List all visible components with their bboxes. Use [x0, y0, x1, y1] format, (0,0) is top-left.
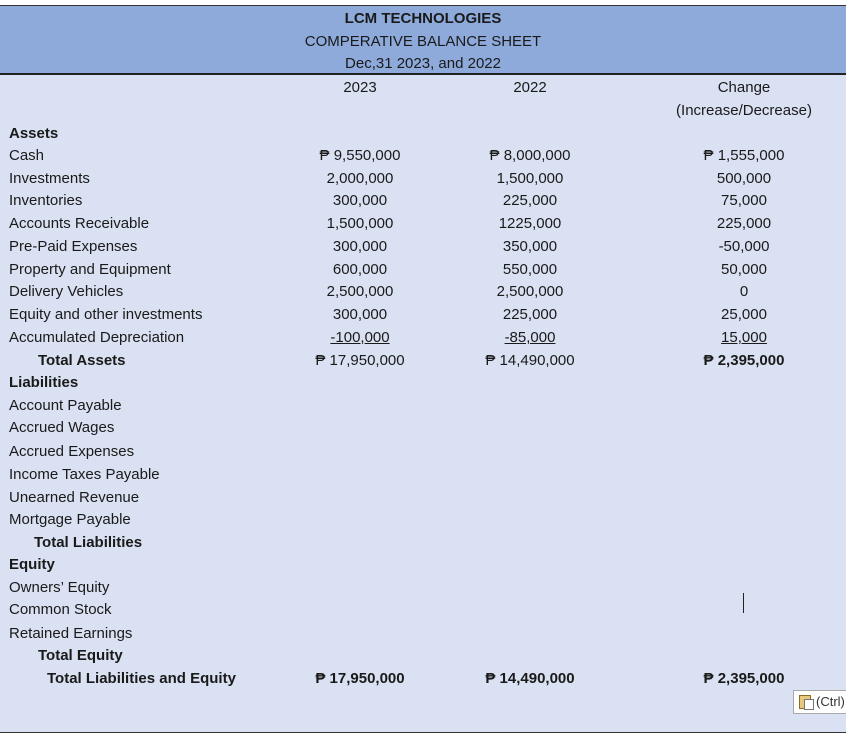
equity-row: Common Stock [9, 601, 112, 618]
equity-row: Owners’ Equity [9, 579, 110, 596]
total-equity-label: Total Equity [38, 647, 123, 664]
asset-row-change: ₱ 1,555,000 [703, 147, 785, 164]
asset-row-2022: 225,000 [502, 306, 558, 323]
asset-row-change: 25,000 [721, 306, 767, 323]
total-assets-label: Total Assets [38, 352, 126, 369]
asset-row-2022: 350,000 [502, 238, 558, 255]
col-header-change: Change [717, 79, 771, 96]
total-liabilities-label: Total Liabilities [34, 534, 143, 551]
liability-row: Unearned Revenue [9, 489, 140, 506]
balance-sheet [0, 5, 846, 733]
section-equity: Equity [9, 556, 55, 573]
paste-options-label: (Ctrl) [816, 694, 845, 709]
total-assets-change: ₱ 2,395,000 [703, 352, 785, 369]
text-cursor [743, 593, 744, 613]
asset-row-change: 75,000 [721, 192, 767, 209]
equity-row: Retained Earnings [9, 625, 133, 642]
col-header-change-sub: (Increase/Decrease) [676, 102, 812, 119]
asset-row-2022: ₱ 8,000,000 [489, 147, 571, 164]
asset-row-label: Pre-Paid Expenses [9, 238, 138, 255]
asset-row-label: Equity and other investments [9, 306, 203, 323]
total-liab-equity-change: ₱ 2,395,000 [703, 670, 785, 687]
total-assets-2022: ₱ 14,490,000 [485, 352, 575, 369]
liability-row: Income Taxes Payable [9, 466, 160, 483]
asset-row-change: 50,000 [721, 261, 767, 278]
asset-row-2023: 300,000 [332, 238, 388, 255]
asset-row-label: Investments [9, 170, 90, 187]
company-name: LCM TECHNOLOGIES [344, 10, 502, 27]
asset-row-2022: -85,000 [504, 329, 556, 346]
asset-row-2023: ₱ 9,550,000 [319, 147, 401, 164]
asset-row-label: Property and Equipment [9, 261, 171, 278]
asset-row-2022: 225,000 [502, 192, 558, 209]
asset-row-label: Accounts Receivable [9, 215, 150, 232]
total-liab-equity-2022: ₱ 14,490,000 [485, 670, 575, 687]
liability-row: Mortgage Payable [9, 511, 131, 528]
asset-row-2022: 1225,000 [498, 215, 562, 232]
asset-row-label: Accumulated Depreciation [9, 329, 185, 346]
asset-row-label: Delivery Vehicles [9, 283, 124, 300]
asset-row-2023: 600,000 [332, 261, 388, 278]
total-assets-2023: ₱ 17,950,000 [315, 352, 405, 369]
clipboard-icon [799, 695, 811, 709]
total-liab-equity-label: Total Liabilities and Equity [47, 670, 236, 687]
asset-row-2023: 2,000,000 [326, 170, 394, 187]
section-assets: Assets [9, 125, 59, 142]
sheet-title: COMPERATIVE BALANCE SHEET [304, 33, 542, 50]
asset-row-label: Cash [9, 147, 45, 164]
asset-row-2022: 2,500,000 [496, 283, 564, 300]
paste-options-button[interactable] [793, 690, 846, 714]
asset-row-change: 500,000 [716, 170, 772, 187]
title-band [0, 6, 846, 75]
asset-row-2022: 550,000 [502, 261, 558, 278]
asset-row-change: 15,000 [721, 329, 767, 346]
col-header-2023: 2023 [343, 79, 377, 96]
asset-row-2023: -100,000 [330, 329, 390, 346]
section-liabilities: Liabilities [9, 374, 79, 391]
liability-row: Account Payable [9, 397, 122, 414]
asset-row-2022: 1,500,000 [496, 170, 564, 187]
asset-row-2023: 2,500,000 [326, 283, 394, 300]
col-header-2022: 2022 [513, 79, 547, 96]
asset-row-2023: 300,000 [332, 192, 388, 209]
liability-row: Accrued Expenses [9, 443, 135, 460]
asset-row-2023: 1,500,000 [326, 215, 394, 232]
total-liab-equity-2023: ₱ 17,950,000 [315, 670, 405, 687]
asset-row-change: -50,000 [718, 238, 770, 255]
asset-row-change: 0 [739, 283, 749, 300]
date-line: Dec,31 2023, and 2022 [345, 55, 501, 72]
asset-row-2023: 300,000 [332, 306, 388, 323]
asset-row-change: 225,000 [716, 215, 772, 232]
liability-row: Accrued Wages [9, 419, 115, 436]
asset-row-label: Inventories [9, 192, 83, 209]
